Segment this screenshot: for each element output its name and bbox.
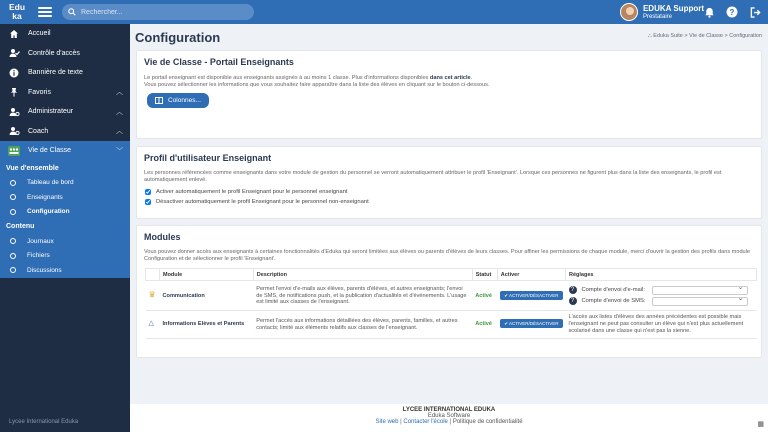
card-modules	[136, 225, 762, 358]
logout-icon[interactable]	[748, 5, 762, 19]
help-icon[interactable]	[725, 5, 739, 19]
user-gear-icon	[8, 125, 20, 137]
footer	[130, 404, 768, 432]
circle-icon	[10, 267, 16, 273]
warning-icon: △	[148, 320, 154, 328]
auto-activate-checkbox[interactable]: Activer automatiquement le profil Enseignant pour le personnel enseignant	[145, 188, 761, 196]
footer-link-contact[interactable]: Contacter l'école	[403, 419, 448, 425]
article-link[interactable]: dans cet article	[429, 75, 471, 81]
modules-table	[145, 268, 757, 338]
card-text: Le portail enseignant est disponible aux enseignants assignés à au moins 1 classe. Plus d'informations disponibles dans cet article.	[144, 75, 473, 81]
card-title: Vie de Classe - Portail Enseignants	[144, 57, 294, 67]
bell-icon[interactable]	[702, 5, 716, 19]
toggle-communication-button[interactable]: ✔ ACTIVER/DÉSACTIVER	[500, 291, 562, 300]
subitem-label: Configuration	[27, 208, 70, 216]
subitem-label: Fichiers	[27, 252, 50, 260]
card-text: Les personnes référencées comme enseignants dans votre module de gestion du personnel se verront automatiquement attribuer le profil 'Enseignant'. Lorsque ces personnes ne figurent plus dans la liste des enseignants, le profil est automatiquement enlevé.	[144, 170, 722, 184]
sidebar-subitem-fichiers[interactable]	[0, 249, 130, 264]
help-icon[interactable]: ?	[569, 286, 577, 294]
user-menu[interactable]	[620, 3, 704, 21]
info-icon	[8, 67, 20, 79]
col-header: Réglages	[566, 269, 757, 281]
sidebar-subitem-enseignants[interactable]	[0, 190, 130, 205]
table-row	[146, 281, 757, 311]
calculator-icon[interactable]: ▦	[757, 421, 764, 428]
setting-sms: ? Compte d'envoi de SMS: ⌄	[569, 296, 754, 306]
module-description: Permet l'accès aux informations détaillées des élèves, parents, familles, et autres contacts; limité aux éléments relatifs aux classes de l'enseignant.	[253, 311, 472, 338]
sms-account-select[interactable]	[652, 297, 748, 306]
circle-icon	[10, 194, 16, 200]
checkbox[interactable]	[145, 189, 151, 195]
email-account-select[interactable]	[652, 286, 748, 295]
search-input[interactable]	[81, 9, 241, 16]
avatar	[620, 3, 638, 21]
page-title: Configuration	[135, 30, 221, 45]
user-role: Prestataire	[642, 13, 672, 20]
help-icon[interactable]: ?	[569, 297, 577, 305]
col-header: Statut	[472, 269, 497, 281]
sidebar-item-vie-de-classe[interactable]	[0, 141, 130, 161]
sidebar-item-label: Coach	[28, 127, 49, 135]
setting-email: ? Compte d'envoi d'e-mail: ⌄	[569, 285, 754, 295]
chevron-up-icon: ︿	[116, 108, 123, 116]
search-icon	[68, 8, 76, 16]
chevron-up-icon: ︿	[116, 128, 123, 136]
menu-toggle-icon[interactable]	[38, 7, 52, 17]
breadcrumb: ⛬ Eduka Suite > Vie de Classe > Configuration	[647, 33, 762, 39]
search-bar	[62, 4, 254, 20]
class-icon	[8, 145, 20, 157]
chevron-down-icon: ﹀	[116, 147, 123, 155]
sidebar-footer: Lycee International Eduka	[9, 419, 79, 425]
sidebar-item-label: Administrateur	[28, 108, 74, 116]
col-header: Description	[253, 269, 472, 281]
circle-icon	[10, 238, 16, 244]
circle-icon	[10, 209, 16, 215]
module-name: Communication	[159, 281, 253, 311]
sidebar-item-label: Favoris	[28, 88, 51, 96]
sidebar-item-label: Accueil	[28, 30, 51, 38]
module-description: Permet l'envoi d'e-mails aux élèves, parents d'élèves, et autres enseignants; l'envoi de SMS, de notifications push, et la publication d'actualités et d'événements. L'usage est limité aux classes de l'enseignant.	[253, 281, 472, 311]
logo-text-bottom: ka	[12, 11, 22, 21]
sidebar-item-label: Vie de Classe	[28, 147, 72, 155]
main-content	[130, 24, 768, 404]
subitem-label: Discussions	[27, 266, 62, 274]
sidebar-subitem-tableau-de-bord[interactable]	[0, 176, 130, 191]
chevron-up-icon: ︿	[116, 89, 123, 97]
subitem-label: Tableau de bord	[27, 179, 74, 187]
sidebar-subitem-journaux[interactable]	[0, 234, 130, 249]
module-name: Informations Elèves et Parents	[159, 311, 253, 338]
footer-software: Eduka Software	[427, 413, 471, 419]
columns-button[interactable]: Colonnes...	[147, 93, 209, 108]
subitem-label: Enseignants	[27, 193, 63, 201]
columns-icon	[155, 97, 163, 104]
card-portail-enseignants	[136, 50, 762, 139]
breadcrumb-current: Configuration	[729, 33, 762, 39]
sidebar-subitem-discussions[interactable]	[0, 263, 130, 278]
col-header: Module	[159, 269, 253, 281]
card-title: Profil d'utilisateur Enseignant	[144, 153, 272, 163]
col-header: Activer	[497, 269, 565, 281]
home-icon	[8, 28, 20, 40]
sidebar-item-label: Bannière de texte	[28, 69, 83, 77]
card-text: Vous pouvez sélectionner les informations que vous souhaitez faire apparaître dans la liste des élèves en cliquant sur le bouton ci-dessous.	[144, 82, 490, 89]
user-check-icon	[8, 47, 20, 59]
sidebar-item-accueil[interactable]	[0, 24, 130, 44]
card-profil-enseignant	[136, 146, 762, 219]
card-title: Modules	[144, 232, 181, 242]
footer-school: LYCEE INTERNATIONAL EDUKA	[402, 407, 496, 413]
auto-deactivate-checkbox[interactable]: Désactiver automatiquement le profil Enseignant pour le personnel non-enseignant	[145, 198, 761, 206]
sidebar-item-coach[interactable]	[0, 122, 130, 142]
status-badge: Activé	[472, 311, 497, 338]
top-bar	[0, 0, 768, 24]
hierarchy-icon: ⛬	[647, 33, 652, 39]
breadcrumb-eduka-suite[interactable]: Eduka Suite	[653, 33, 683, 39]
sidebar-item-controle-acces[interactable]	[0, 44, 130, 64]
module-note: L'accès aux listes d'élèves des années précédentes est possible mais l'enseignant ne peut pas consulter un élève qui n'est plus actuellement scolarisé dans une classe qui n'est pas la sienne.	[566, 311, 757, 338]
sidebar-item-banniere[interactable]	[0, 63, 130, 83]
pin-icon	[8, 86, 20, 98]
breadcrumb-vie-de-classe[interactable]: Vie de Classe	[689, 33, 723, 39]
eduka-logo[interactable]	[2, 0, 32, 24]
sidebar-item-label: Contrôle d'accès	[28, 49, 80, 57]
footer-link-privacy[interactable]: Politique de confidentialité	[452, 419, 523, 425]
circle-icon	[10, 180, 16, 186]
sidebar-item-administrateur[interactable]	[0, 102, 130, 122]
toggle-informations-button[interactable]: ✔ ACTIVER/DÉSACTIVER	[500, 319, 562, 328]
status-badge: Activé	[472, 281, 497, 311]
footer-links: Site web | Contacter l'école | Politique de confidentialité	[375, 419, 523, 425]
circle-icon	[10, 253, 16, 259]
card-text: Vous pouvez donner accès aux enseignants à certaines fonctionnalités d'Eduka qui seront limitées aux élèves ou parents d'élèves de leurs classes. Pour affiner les permissions de chaque module, merci d'ouvrir la gestion des profils dans module Configuration et de sélectionner le profil 'Enseignant'.	[144, 249, 751, 263]
checkbox[interactable]	[145, 199, 151, 205]
crown-icon: ♛	[148, 290, 156, 299]
sidebar	[0, 24, 130, 432]
table-row	[146, 311, 757, 338]
user-gear-icon	[8, 106, 20, 118]
sidebar-subitem-configuration[interactable]	[0, 205, 130, 220]
sidebar-item-favoris[interactable]	[0, 83, 130, 103]
table-header-row	[146, 269, 757, 281]
subitem-label: Journaux	[27, 237, 54, 245]
svg-text:?: ?	[729, 7, 735, 17]
footer-link-website[interactable]: Site web	[375, 419, 399, 425]
logo-text-top: Edu	[8, 2, 26, 12]
section-vue-ensemble: Vue d'ensemble	[0, 161, 130, 176]
section-contenu: Contenu	[0, 219, 130, 234]
user-name: EDUKA Support	[642, 3, 704, 13]
